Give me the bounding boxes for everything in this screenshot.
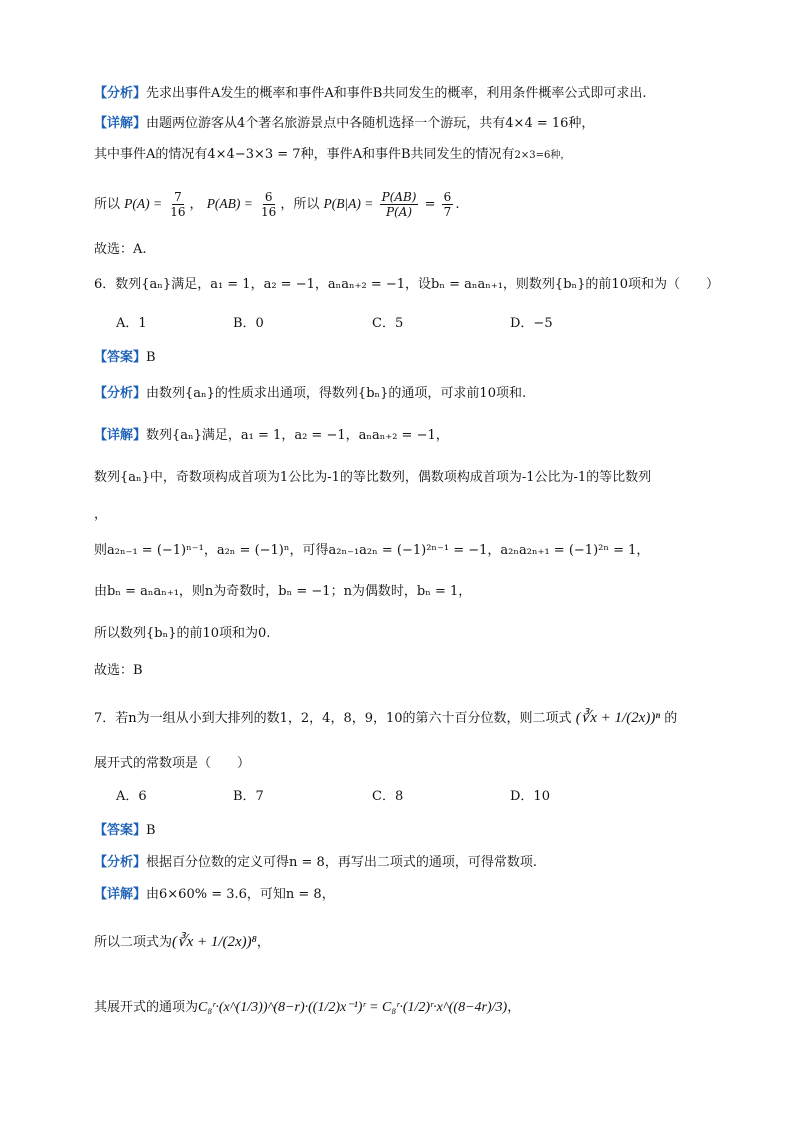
q7-detail-2-binomial: (∛x + 1/(2x))⁸ (172, 934, 257, 950)
q7-option-d: D．10 (510, 789, 550, 804)
q7-stem-1a: 7．若n为一组从小到大排列的数1，2，4，8，9，10的第六十百分位数，则二项式 (94, 711, 572, 726)
q7-detail-2b: ， (256, 935, 270, 950)
q7-detail-line-3 (94, 1000, 520, 1016)
detail-tag: 【详解】 (94, 887, 147, 902)
q7-binomial: (∛x + 1/(2x))ⁿ (575, 710, 661, 726)
analysis-tag: 【分析】 (94, 86, 147, 101)
q6-detail-2: 数列{aₙ}中，奇数项构成首项为1公比为-1的等比数列，偶数项构成首项为-1公比为-1的等比数列 (94, 470, 652, 485)
q7-answer-line (94, 823, 156, 839)
analysis-tag: 【分析】 (94, 855, 147, 870)
q5-detail-2a: 其中事件A的情况有4×4−3×3 = 7种，事件A和事件B共同发生的情况有 (94, 147, 515, 162)
q5-detail-line-3: 所以 P(A) = $\frac{7}{16}$ ， P(AB) = $\frac{6}{16}$ ，所以 P(B|A) = $\frac{P(AB)}{P(A)}$ = $\frac{6}{7}$ . (94, 190, 460, 219)
pBA-fraction: $\frac{P(AB)}{P(A)}$ (381, 190, 417, 219)
q7-detail-1: 由6×60% = 3.6，可知n = 8， (146, 887, 335, 902)
q7-detail-2a: 所以二项式为 (94, 935, 173, 950)
pBA-lhs: P(B|A) = (323, 196, 374, 211)
q7-detail-line-2 (94, 934, 270, 951)
q7-option-b: B．7 (233, 789, 264, 804)
analysis-tag: 【分析】 (94, 386, 147, 401)
q6-answer: B (146, 350, 156, 365)
q7-detail-3a: 其展开式的通项为 (94, 1000, 199, 1015)
q7-analysis-text: 根据百分位数的定义可得n = 8，再写出二项式的通项，可得常数项. (146, 855, 537, 870)
answer-tag: 【答案】 (94, 350, 147, 365)
q5-conclusion: 故选：A. (94, 242, 147, 257)
pBA-eq: = (424, 197, 436, 212)
q6-analysis-line (94, 386, 526, 402)
q6-detail-3: 则a₂ₙ₋₁ = (−1)ⁿ⁻¹，a₂ₙ = (−1)ⁿ，可得a₂ₙ₋₁a₂ₙ = (−1)²ⁿ⁻¹ = −1，a₂ₙa₂ₙ₊₁ = (−1)²ⁿ = 1， (94, 543, 650, 558)
q7-analysis-line (94, 855, 537, 871)
detail-tag: 【详解】 (94, 116, 147, 131)
q7-stem-line-1 (94, 710, 677, 727)
q6-stem: 6．数列{aₙ}满足，a₁ = 1，a₂ = −1，aₙaₙ₊₂ = −1，设bₙ = aₙaₙ₊₁，则数列{bₙ}的前10项和为（ ） (94, 277, 719, 292)
q7-detail-3b: ， (507, 1000, 521, 1015)
q5-analysis-line (94, 86, 646, 102)
q6-detail-2-cont: ， (94, 507, 108, 522)
pAB-lhs: P(AB) = (206, 196, 253, 211)
detail-tag: 【详解】 (94, 428, 147, 443)
q5-detail-2b: 2×3=6种， (514, 150, 571, 161)
q6-option-c: C．5 (372, 316, 404, 331)
q7-option-c: C．8 (372, 789, 404, 804)
q6-analysis-text: 由数列{aₙ}的性质求出通项，得数列{bₙ}的通项，可求前10项和. (146, 386, 527, 401)
q6-detail-1: 数列{aₙ}满足，a₁ = 1，a₂ = −1，aₙaₙ₊₂ = −1， (146, 428, 449, 443)
q6-option-d: D．−5 (510, 316, 553, 331)
q5-detail-line-2 (94, 147, 570, 164)
q7-general-term: C₈ʳ·(x^(1/3))^(8−r)·((1/2)x⁻¹)ʳ = C₈ʳ·(1/2)ʳ·x^((8−4r)/3) (198, 1000, 508, 1015)
pA-lhs: P(A) = (124, 196, 163, 211)
q6-answer-line (94, 350, 156, 366)
pBA-result-fraction: $\frac{6}{7}$ (443, 190, 452, 219)
q5-detail-1: 由题两位游客从4个著名旅游景点中各随机选择一个游玩，共有4×4 = 16种， (146, 116, 595, 131)
q7-answer: B (146, 823, 156, 838)
q5-detail-3b: ，所以 (280, 197, 320, 212)
q7-stem-2: 展开式的常数项是（ ） (94, 756, 251, 771)
q5-analysis-text: 先求出事件A发生的概率和事件A和事件B共同发生的概率，利用条件概率公式即可求出. (146, 86, 647, 101)
q5-detail-line-1 (94, 116, 594, 132)
pA-fraction: $\frac{7}{16}$ (170, 190, 186, 219)
q6-option-b: B．0 (233, 316, 264, 331)
q6-detail-line-1 (94, 428, 449, 444)
q7-option-a: A．6 (116, 789, 147, 804)
q6-conclusion: 故选：B (94, 663, 143, 678)
q7-stem-1b: 的 (664, 711, 678, 726)
q7-detail-line-1 (94, 887, 335, 903)
answer-tag: 【答案】 (94, 823, 147, 838)
q6-option-a: A．1 (116, 316, 147, 331)
q6-detail-5: 所以数列{bₙ}的前10项和为0. (94, 626, 271, 641)
q6-detail-4: 由bₙ = aₙaₙ₊₁，则n为奇数时，bₙ = −1；n为偶数时，bₙ = 1， (94, 584, 472, 599)
q5-detail-3a: 所以 (94, 197, 121, 212)
pAB-fraction: $\frac{6}{16}$ (261, 190, 277, 219)
